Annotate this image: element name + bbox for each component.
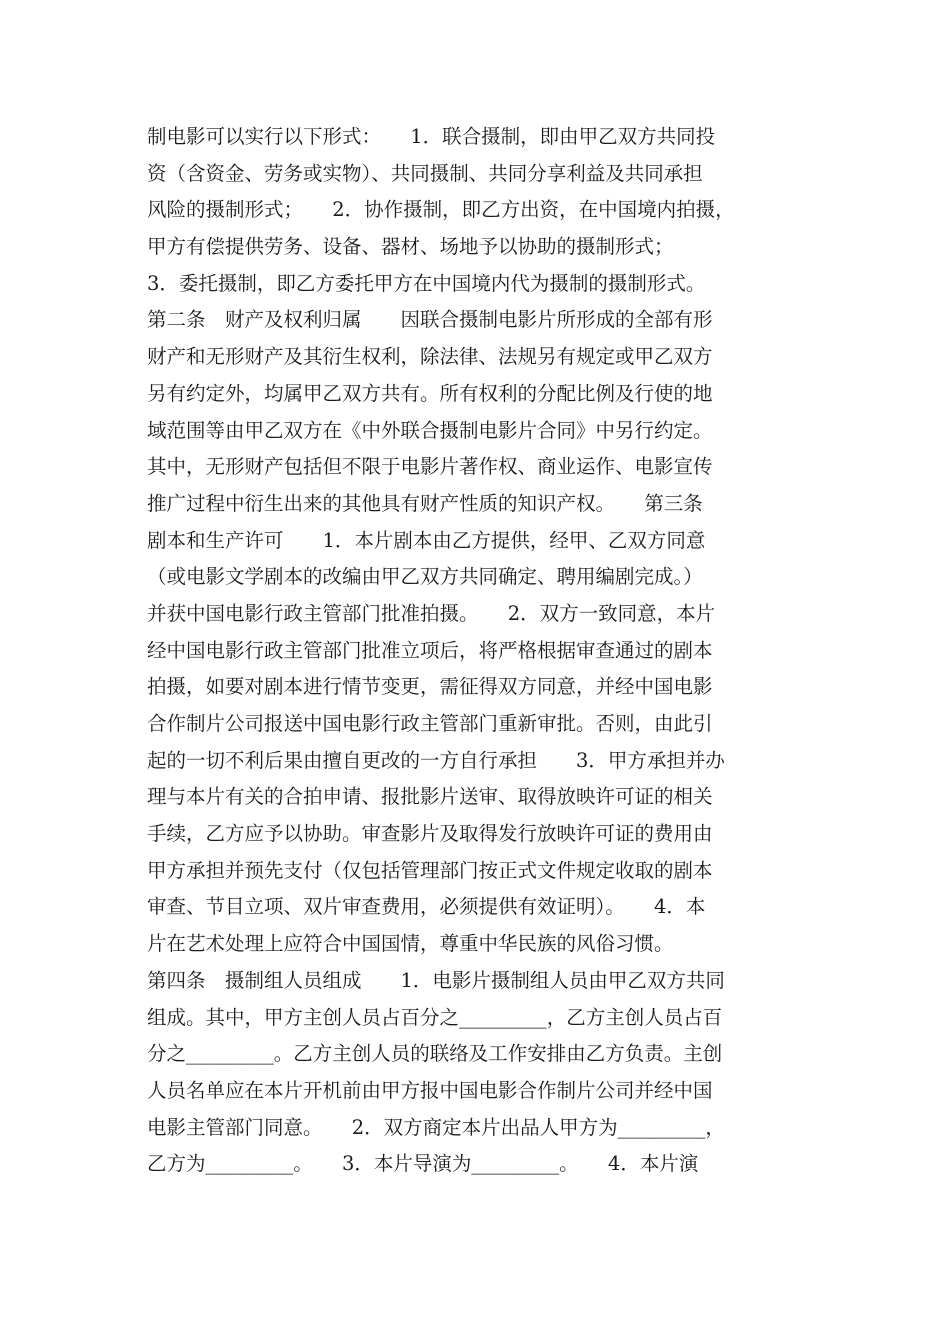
text-line: 并获中国电影行政主管部门批准拍摄。 2．双方一致同意，本片 (147, 601, 716, 625)
text-line: 乙方为_________。 3．本片导演为_________。 4．本片演 (147, 1152, 699, 1176)
text-line: 甲方有偿提供劳务、设备、器材、场地予以协助的摄制形式； (147, 235, 674, 259)
text-line: 组成。其中，甲方主创人员占百分之_________，乙方主创人员占百 (147, 1005, 723, 1029)
text-line: 域范围等由甲乙双方在《中外联合摄制电影片合同》中另行约定。 (147, 418, 713, 442)
text-line: （或电影文学剧本的改编由甲乙双方共同确定、聘用编剧完成。） (147, 565, 703, 589)
text-line: 财产和无形财产及其衍生权利，除法律、法规另有规定或甲乙双方 (147, 345, 713, 369)
text-line: 甲方承担并预先支付（仅包括管理部门按正式文件规定收取的剧本 (147, 858, 713, 882)
text-line: 起的一切不利后果由擅自更改的一方自行承担 3．甲方承担并办 (147, 748, 725, 772)
text-line: 合作制片公司报送中国电影行政主管部门重新审批。否则，由此引 (147, 712, 713, 735)
text-line: 片在艺术处理上应符合中国国情，尊重中华民族的风俗习惯。 (147, 932, 674, 956)
text-line: 制电影可以实行以下形式： 1．联合摄制，即由甲乙双方共同投 (147, 125, 716, 148)
text-line: 电影主管部门同意。 2．双方商定本片出品人甲方为_________， (147, 1115, 725, 1139)
article-2-heading-line: 第二条 财产及权利归属 因联合摄制电影片所形成的全部有形 (147, 308, 713, 332)
text-line: 3．委托摄制，即乙方委托甲方在中国境内代为摄制的摄制形式。 (147, 271, 706, 295)
text-line: 资（含资金、劳务或实物）、共同摄制、共同分享利益及共同承担 (147, 161, 703, 185)
text-line: 其中，无形财产包括但不限于电影片著作权、商业运作、电影宣传 (147, 455, 713, 479)
text-line: 风险的摄制形式； 2．协作摄制，即乙方出资，在中国境内拍摄， (147, 198, 735, 222)
text-line: 审查、节目立项、双片审查费用，必须提供有效证明）。 4．本 (147, 895, 706, 919)
article-4-heading-line: 第四条 摄制组人员组成 1．电影片摄制组人员由甲乙双方共同 (147, 968, 725, 992)
contract-text-body (147, 119, 807, 1183)
text-line: 手续，乙方应予以协助。审查影片及取得发行放映许可证的费用由 (147, 822, 713, 846)
text-line: 经中国电影行政主管部门批准立项后，将严格根据审查通过的剧本 (147, 638, 713, 662)
text-line: 推广过程中衍生出来的其他具有财产性质的知识产权。 第三条 (147, 491, 703, 515)
text-line: 理与本片有关的合拍申请、报批影片送审、取得放映许可证的相关 (147, 785, 713, 809)
text-line: 人员名单应在本片开机前由甲方报中国电影合作制片公司并经中国 (147, 1078, 713, 1102)
text-line: 拍摄，如要对剧本进行情节变更，需征得双方同意，并经中国电影 (147, 675, 713, 699)
text-line: 分之_________。乙方主创人员的联络及工作安排由乙方负责。主创 (147, 1042, 723, 1066)
article-3-heading-line: 剧本和生产许可 1．本片剧本由乙方提供，经甲、乙双方同意 (147, 528, 706, 552)
text-line: 另有约定外，均属甲乙双方共有。所有权利的分配比例及行使的地 (147, 381, 713, 405)
